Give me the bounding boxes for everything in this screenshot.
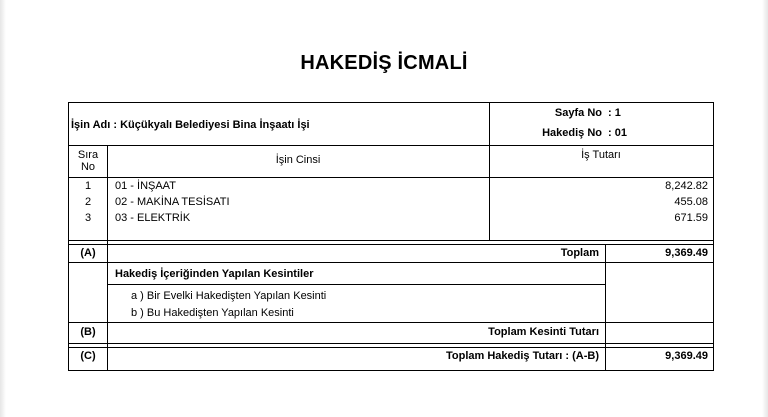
- item-name: 01 - İNŞAAT: [115, 180, 176, 192]
- col-work-type: İşin Cinsi: [275, 154, 321, 166]
- total-c-label: Toplam Hakediş Tutarı : (A-B): [446, 350, 599, 362]
- rule-amount-column: [489, 103, 490, 240]
- total-b-code: (B): [80, 326, 96, 338]
- rule-value-column: [605, 244, 606, 370]
- work-name: İşin Adı : Küçükyalı Belediyesi Bina İnşaatı İşi: [71, 119, 310, 131]
- total-a-label: Toplam: [560, 247, 599, 259]
- rule-total-a-top-double: [69, 244, 713, 245]
- page-label: Sayfa No: [554, 107, 602, 119]
- rule-total-a-bottom: [69, 262, 713, 263]
- deduction-current: b ) Bu Hakedişten Yapılan Kesinti: [131, 307, 294, 319]
- total-b-label: Toplam Kesinti Tutarı: [488, 326, 599, 338]
- rule-total-b-bottom: [69, 343, 713, 344]
- rule-total-c-top-double: [69, 347, 713, 348]
- col-no-line2: No: [80, 161, 96, 173]
- rule-no-column: [107, 145, 108, 370]
- rule-total-b-top: [69, 322, 713, 323]
- item-no: 1: [84, 180, 92, 192]
- item-amount: 455.08: [674, 196, 708, 208]
- document-title: HAKEDİŞ İCMALİ: [300, 52, 468, 74]
- item-no: 3: [84, 212, 92, 224]
- deduction-previous: a ) Bir Evelki Hakedişten Yapılan Kesinti: [131, 290, 327, 302]
- rule-total-a-top: [69, 240, 713, 241]
- rule-header: [69, 145, 713, 146]
- item-name: 02 - MAKİNA TESİSATI: [115, 196, 230, 208]
- total-c-value: 9,369.49: [665, 350, 708, 362]
- page-value: : 1: [608, 107, 621, 119]
- summary-sheet: [68, 102, 714, 371]
- progress-label: Hakediş No: [542, 127, 602, 139]
- item-name: 03 - ELEKTRİK: [115, 212, 191, 224]
- item-no: 2: [84, 196, 92, 208]
- rule-columns: [69, 177, 713, 178]
- total-a-value: 9,369.49: [665, 247, 708, 259]
- item-amount: 8,242.82: [665, 180, 708, 192]
- col-amount: İş Tutarı: [581, 149, 621, 161]
- total-c-code: (C): [80, 350, 96, 362]
- rule-deduction-heading: [107, 284, 605, 285]
- item-amount: 671.59: [674, 212, 708, 224]
- col-no-line1: Sıra: [77, 149, 99, 161]
- total-a-code: (A): [80, 247, 96, 259]
- deductions-heading: Hakediş İçeriğinden Yapılan Kesintiler: [115, 268, 314, 280]
- progress-value: : 01: [608, 127, 627, 139]
